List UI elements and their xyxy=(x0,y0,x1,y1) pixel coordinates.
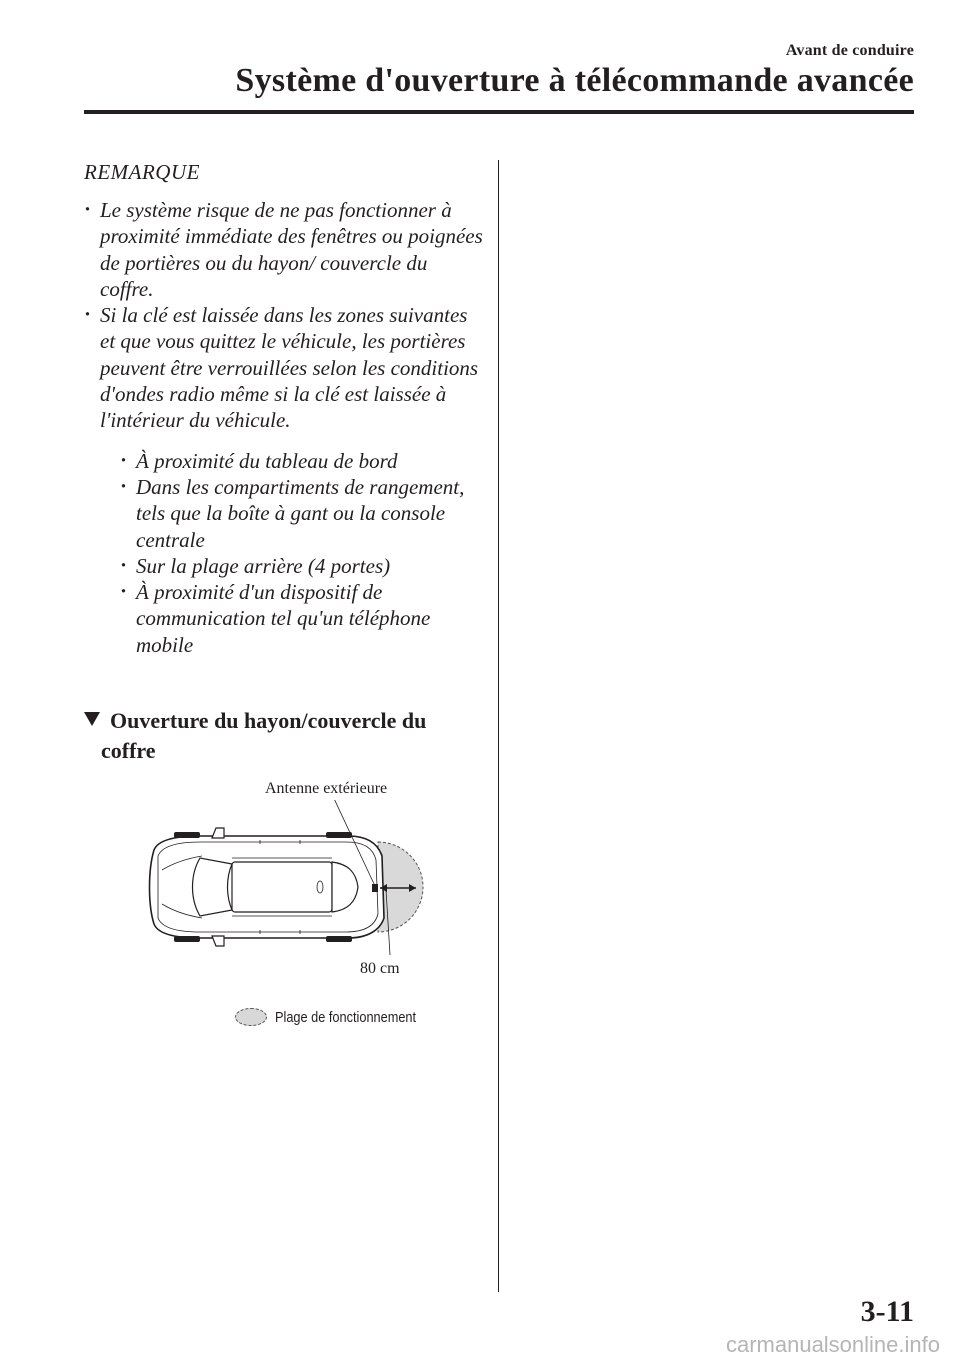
distance-label: 80 cm xyxy=(360,960,400,977)
page-title: Système d'ouverture à télécommande avancée xyxy=(235,62,914,99)
note-subitem-text: Sur la plage arrière (4 portes) xyxy=(136,553,391,578)
subsection-title-line2: coffre xyxy=(101,738,156,763)
legend xyxy=(235,1008,441,1026)
triangle-down-icon xyxy=(84,712,100,726)
note-heading: REMARQUE xyxy=(84,160,200,184)
note-subitem xyxy=(120,474,484,553)
legend-swatch xyxy=(235,1008,267,1026)
header-rule xyxy=(84,110,914,114)
section-label: Avant de conduire xyxy=(785,42,914,59)
note-item-text: Le système risque de ne pas fonctionner à proximité immédiate des fenêtres ou poignées de portières ou du hayon/ couvercle du coffre. xyxy=(100,198,483,301)
column-divider xyxy=(498,160,499,1292)
note-subitem xyxy=(120,553,484,579)
legend-label: Plage de fonctionnement xyxy=(275,1008,417,1026)
note-subitem xyxy=(120,579,484,658)
car-top-view-illustration xyxy=(120,800,440,975)
note-item xyxy=(84,197,484,302)
watermark: carmanualsonline.info xyxy=(725,1332,940,1357)
note-item-text: Si la clé est laissée dans les zones suivantes et que vous quittez le véhicule, les portières peuvent être verrouillées selon les conditions d'ondes radio même si la clé est laissée à l'intérieur du véhicule. xyxy=(100,303,479,433)
note-list xyxy=(84,197,484,658)
note-subitem xyxy=(120,448,484,474)
note-item xyxy=(84,302,484,658)
subsection-heading xyxy=(84,706,464,766)
note-subitem-text: Dans les compartiments de rangement, tels que la boîte à gant ou la console centrale xyxy=(136,474,465,552)
note-sublist xyxy=(100,448,484,658)
note-subitem-text: À proximité d'un dispositif de communication tel qu'un téléphone mobile xyxy=(136,580,431,657)
subsection-title-line1: Ouverture du hayon/couvercle du xyxy=(110,708,427,733)
page-number: 3-11 xyxy=(860,1295,914,1328)
note-subitem-text: À proximité du tableau de bord xyxy=(136,448,398,473)
antenna-label: Antenne extérieure xyxy=(265,780,388,797)
